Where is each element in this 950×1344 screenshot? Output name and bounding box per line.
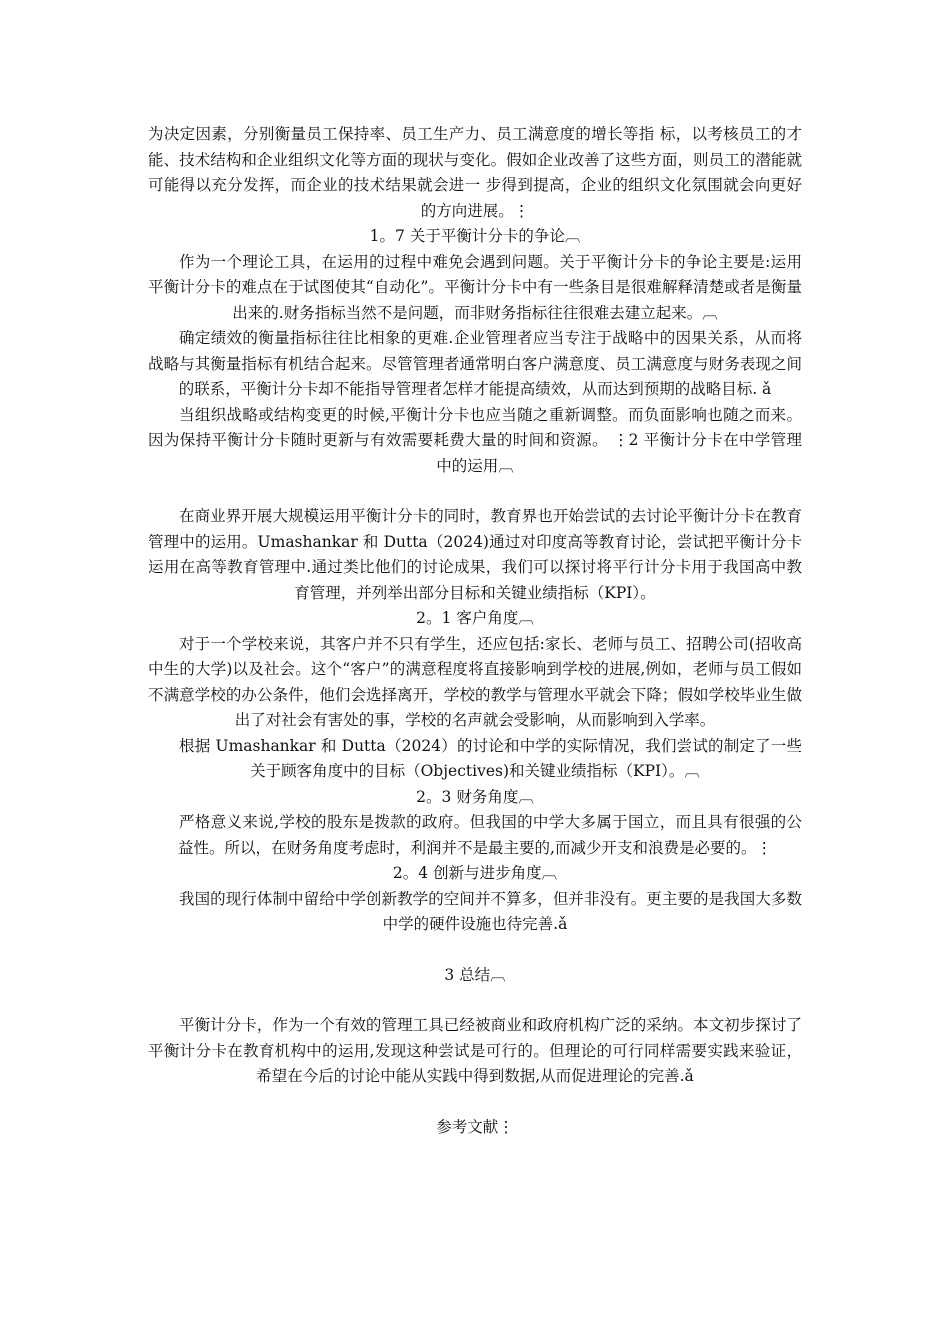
spacer	[148, 938, 802, 963]
paragraph: 对于一个学校来说，其客户并不只有学生，还应包括:家长、老师与员工、招聘公司(招收高中生的大学)以及社会。这个“客户”的满意程度将直接影响到学校的进展,例如，老师与员工假如不满意学校的办公条件，他们会选择离开，学校的教学与管理水平就会下降；假如学校毕业生做出了对社会有害处的事，学校的名声就会受影响，从而影响到入学率。	[148, 634, 802, 729]
paragraph: 确定绩效的衡量指标往往比相象的更难.企业管理者应当专注于战略中的因果关系，从而将战略与其衡量指标有机结合起来。尽管管理者通常明白客户满意度、员工满意度与财务表现之间的联系，平衡计分卡却不能指导管理者怎样才能提高绩效，从而达到预期的战略目标. ǎ	[148, 329, 802, 398]
paragraph: 平衡计分卡，作为一个有效的管理工具已经被商业和政府机构广泛的采纳。本文初步探讨了平衡计分卡在教育机构中的运用,发现这种尝试是可行的。但理论的可行同样需要实践来验证，希望在今后的讨论中能从实践中得到数据,从而促进理论的完善.ǎ	[148, 1016, 802, 1085]
section-heading: 2。3 财务角度︹	[416, 787, 534, 806]
paragraph: 严格意义来说,学校的股东是拨款的政府。但我国的中学大多属于国立，而且具有很强的公益性。所以，在财务角度考虑时，利润并不是最主要的,而减少开支和浪费是必要的。⋮	[178, 813, 802, 857]
paragraph: 在商业界开展大规模运用平衡计分卡的同时，教育界也开始尝试的去讨论平衡计分卡在教育管理中的运用。Umashankar 和 Dutta（2024)通过对印度高等教育讨论，尝试把平衡计分卡运用在高等教育管理中.通过类比他们的讨论成果，我们可以探讨将平行计分卡用于我国高中教育管理，并列举出部分目标和关键业绩指标（KPI）。	[148, 507, 802, 602]
document-body	[148, 122, 802, 1140]
paragraph: 为决定因素，分别衡量员工保持率、员工生产力、员工满意度的增长等指 标，以考核员工的才能、技术结构和企业组织文化等方面的现状与变化。假如企业改善了这些方面，则员工的潜能就可能得以充分发挥，而企业的技术结果就会进一 步得到提高，企业的组织文化氛围就会向更好的方向进展。⋮	[148, 125, 802, 220]
section-heading: 1。7 关于平衡计分卡的争论︹	[369, 227, 581, 245]
section-heading: 2。4 创新与进步角度︹	[392, 864, 558, 882]
paragraph: 根据 Umashankar 和 Dutta（2024）的讨论和中学的实际情况，我们尝试的制定了一些关于顾客角度中的目标（Objectives)和关键业绩指标（KPI）。︹	[179, 736, 802, 780]
spacer	[148, 1090, 802, 1115]
paragraph: 我国的现行体制中留给中学创新教学的空间并不算多，但并非没有。更主要的是我国大多数中学的硬件设施也待完善.ǎ	[179, 889, 802, 933]
paragraph: 当组织战略或结构变更的时候,平衡计分卡也应当随之重新调整。而负面影响也随之而来。因为保持平衡计分卡随时更新与有效需要耗费大量的时间和资源。 ⋮2 平衡计分卡在中学管理中的运用︹	[148, 405, 802, 475]
section-heading: 2。1 客户角度︹	[416, 609, 534, 627]
paragraph: 作为一个理论工具，在运用的过程中难免会遇到问题。关于平衡计分卡的争论主要是:运用平衡计分卡的难点在于试图使其“自动化”。平衡计分卡中有一些条目是很难解释清楚或者是衡量出来的.财务指标当然不是问题，而非财务指标往往很难去建立起来。︹	[148, 252, 802, 322]
spacer	[148, 479, 802, 504]
section-heading: 3 总结︹	[444, 965, 506, 984]
spacer	[148, 988, 802, 1013]
references-heading: 参考文献⋮	[436, 1117, 514, 1136]
